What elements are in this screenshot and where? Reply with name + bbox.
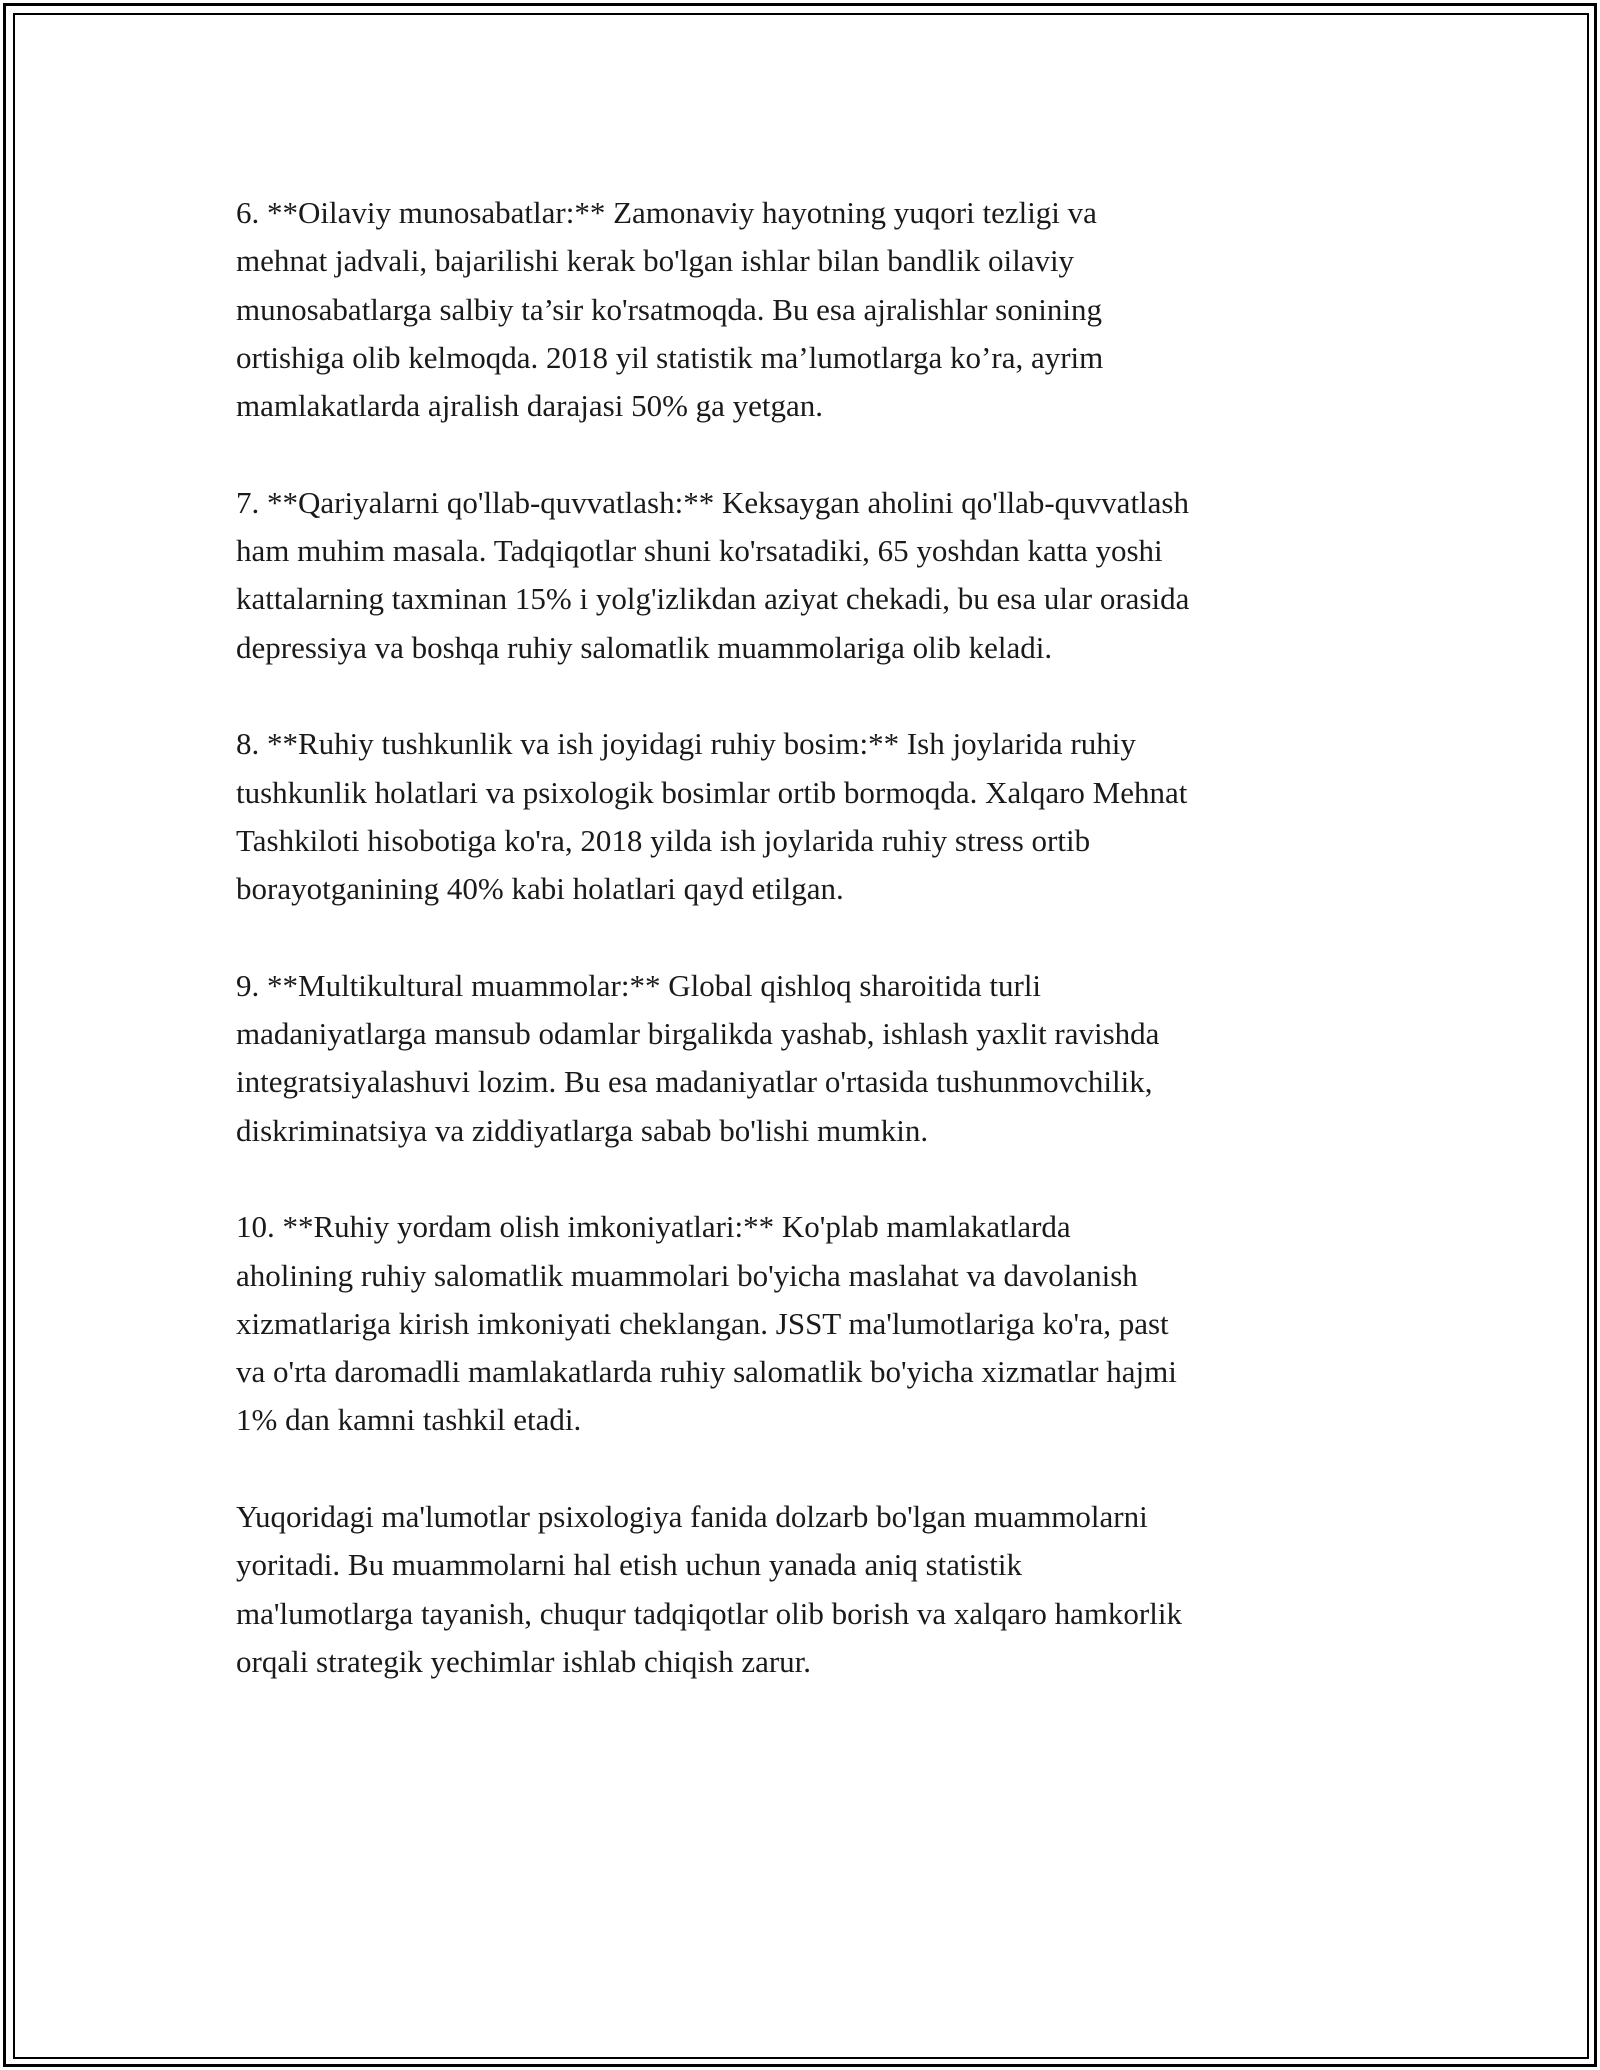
text-line: ma'lumotlarga tayanish, chuqur tadqiqotlar olib borish va xalqaro hamkorlik [236,1595,1182,1631]
text-line: borayotganining 40% kabi holatlari qayd etilgan. [236,871,844,907]
text-line: munosabatlarga salbiy ta’sir ko'rsatmoqda. Bu esa ajralishlar sonining [236,291,1102,327]
text-line: Tashkiloti hisobotiga ko'ra, 2018 yilda ish joylarida ruhiy stress ortib [236,822,1091,858]
text-line: aholining ruhiy salomatlik muammolari bo'yicha maslahat va davolanish [236,1257,1138,1293]
text-line: 1% dan kamni tashkil etadi. [236,1402,582,1438]
text-line: yoritadi. Bu muammolarni hal etish uchun yanada aniq statistik [236,1547,1023,1583]
text-line: 6. **Oilaviy munosabatlar:** Zamonaviy hayotning yuqori tezligi va [236,195,1097,230]
text-line: 10. **Ruhiy yordam olish imkoniyatlari:** Ko'plab mamlakatlarda [236,1209,1071,1245]
paragraph-qariyalarni-qollab-quvvatlash [236,479,1376,672]
text-line: madaniyatlarga mansub odamlar birgalikda yashab, ishlash yaxlit ravishda [236,1016,1160,1052]
text-line: depressiya va boshqa ruhiy salomatlik muammolariga olib keladi. [236,629,1053,665]
text-line: orqali strategik yechimlar ishlab chiqish zarur. [236,1643,812,1679]
paragraph-multikultural-muammolar [236,962,1376,1155]
text-line: va o'rta daromadli mamlakatlarda ruhiy salomatlik bo'yicha xizmatlar hajmi [236,1354,1177,1390]
text-line: kattalarning taxminan 15% i yolg'izlikdan aziyat chekadi, bu esa ular orasida [236,581,1190,617]
text-line: 7. **Qariyalarni qo'llab-quvvatlash:** Keksaygan aholini qo'llab-quvvatlash [236,484,1189,520]
text-line: tushkunlik holatlari va psixologik bosimlar ortib bormoqda. Xalqaro Mehnat [236,774,1188,810]
text-line: integratsiyalashuvi lozim. Bu esa madaniyatlar o'rtasida tushunmovchilik, [236,1064,1153,1100]
paragraph-oilaviy-munosabatlar [236,189,1376,430]
text-line: mehnat jadvali, bajarilishi kerak bo'lgan ishlar bilan bandlik oilaviy [236,243,1075,279]
text-line: Yuqoridagi ma'lumotlar psixologiya fanida dolzarb bo'lgan muammolarni [236,1499,1148,1535]
paragraph-ruhiy-tushkunlik [236,720,1376,913]
text-line: ham muhim masala. Tadqiqotlar shuni ko'rsatadiki, 65 yoshdan katta yoshi [236,533,1163,569]
text-line: 8. **Ruhiy tushkunlik va ish joyidagi ruhiy bosim:** Ish joylarida ruhiy [236,726,1136,762]
document-body [236,189,1376,1735]
paragraph-conclusion [236,1493,1376,1686]
text-line: xizmatlariga kirish imkoniyati cheklangan. JSST ma'lumotlariga ko'ra, past [236,1305,1169,1341]
paragraph-ruhiy-yordam [236,1203,1376,1444]
text-line: diskriminatsiya va ziddiyatlarga sabab bo'lishi mumkin. [236,1112,929,1148]
text-line: 9. **Multikultural muammolar:** Global qishloq sharoitida turli [236,967,1042,1003]
text-line: ortishiga olib kelmoqda. 2018 yil statistik ma’lumotlarga ko’ra, ayrim [236,339,1104,375]
text-line: mamlakatlarda ajralish darajasi 50% ga yetgan. [236,388,824,424]
